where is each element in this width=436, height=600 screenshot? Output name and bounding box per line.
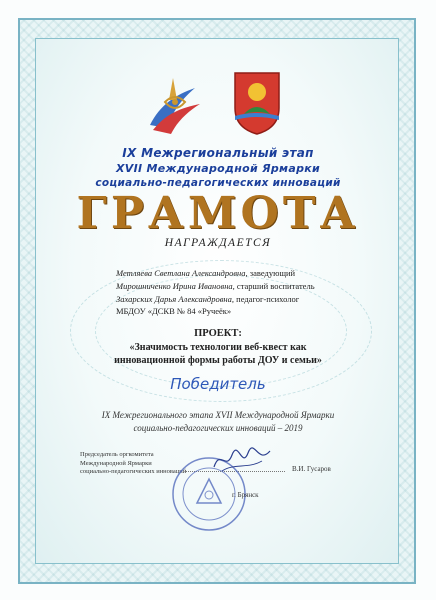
signatory-name: В.И. Гусаров (292, 465, 331, 473)
awarded-label: НАГРАЖДАЕТСЯ (164, 237, 272, 249)
organization: МБДОУ «ДСКВ № 84 «Ручеёк» (116, 306, 232, 316)
certificate-title: ГРАМОТА (76, 188, 360, 239)
recipient (116, 268, 295, 278)
event-header-line: XVII Международной Ярмарки (115, 162, 321, 175)
recipient (116, 294, 299, 304)
handwritten-signature (212, 445, 272, 475)
signatory-title-line: Председатель оргкомитета (80, 451, 154, 458)
city-coat-of-arms-icon (232, 70, 282, 136)
recipient-name: Метляева Светлана Александровна, (116, 268, 248, 278)
recipient-role: педагог-психолог (236, 294, 300, 304)
event-header-line: IX Межрегиональный этап (122, 146, 314, 160)
recipient-name: Захарских Дарья Александровна, (116, 294, 235, 304)
recipient-role: старший воспитатель (236, 281, 315, 291)
project-title-line: инновационной формы работы ДОУ и семьи» (114, 355, 322, 366)
event-name-line: IX Межрегионального этапа XVII Международной Ярмарки (101, 410, 335, 420)
event-header-line: социально-педагогических инноваций (95, 177, 341, 189)
signatory-title-line: социально-педагогических инноваций (80, 468, 187, 475)
project-title-line: «Значимость технологии веб-квест как (129, 342, 307, 353)
project-label: ПРОЕКТ: (194, 328, 242, 339)
result-title: Победитель (170, 375, 266, 393)
signatory-title-line: Международной Ярмарки (80, 459, 152, 467)
event-name-line: социально-педагогических инноваций – 2019 (133, 423, 303, 433)
project-title (90, 341, 346, 367)
recipient-role: заведующий (249, 268, 296, 278)
city-name: г. Брянск (232, 491, 259, 499)
event-name (60, 409, 376, 435)
recipient-name: Мирошниченко Ирина Ивановна, (116, 281, 235, 291)
fair-emblem-icon (145, 70, 205, 140)
recipient (116, 281, 315, 291)
